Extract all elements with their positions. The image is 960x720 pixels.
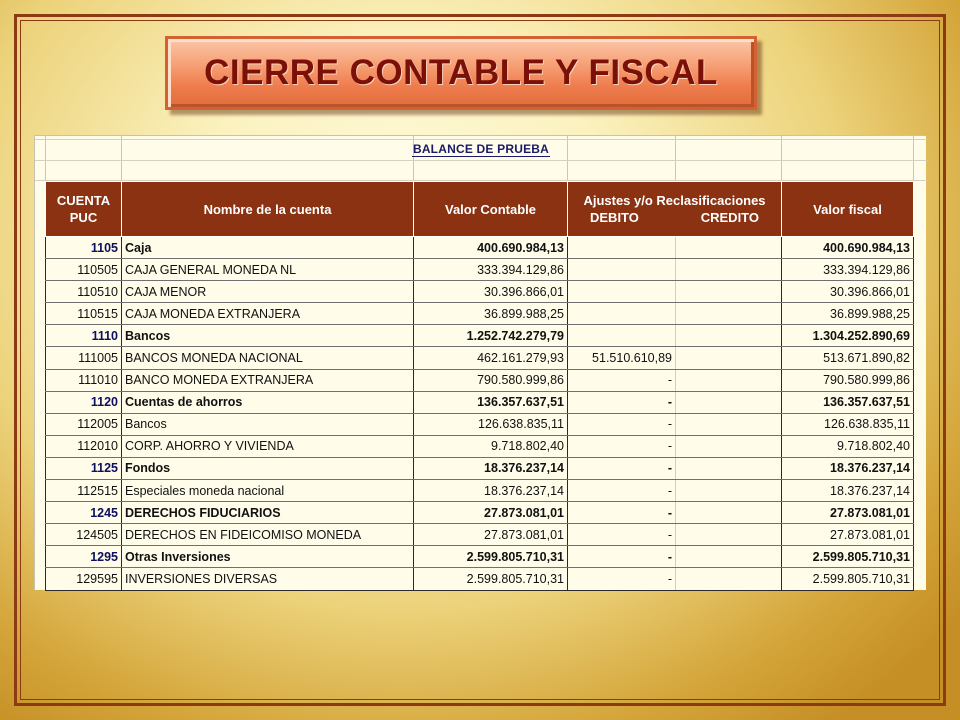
table-row [46,281,914,303]
account-name: CORP. AHORRO Y VIVIENDA [122,435,414,457]
valor-contable-cell: 1.252.742.279,79 [414,325,568,347]
account-code: 112005 [46,413,122,435]
valor-contable-cell: 18.376.237,14 [414,480,568,502]
valor-fiscal-cell: 18.376.237,14 [782,457,914,479]
credito-cell [676,303,782,325]
table-row [46,259,914,281]
account-name: Fondos [122,457,414,479]
account-code: 124505 [46,524,122,546]
valor-fiscal-cell: 790.580.999,86 [782,369,914,391]
table-row [46,413,914,435]
valor-fiscal-cell: 1.304.252.890,69 [782,325,914,347]
valor-contable-cell: 462.161.279,93 [414,347,568,369]
debito-cell [568,281,676,303]
table-row [46,369,914,391]
valor-contable-cell: 27.873.081,01 [414,502,568,524]
valor-contable-cell: 30.396.866,01 [414,281,568,303]
debito-cell: - [568,480,676,502]
debito-cell: - [568,502,676,524]
valor-contable-cell: 27.873.081,01 [414,524,568,546]
credito-cell [676,524,782,546]
debito-cell [568,303,676,325]
table-row [46,435,914,457]
credito-cell [676,391,782,413]
credito-cell [676,237,782,259]
account-code: 1125 [46,457,122,479]
account-name: Otras Inversiones [122,546,414,568]
credito-cell [676,546,782,568]
debito-cell: - [568,391,676,413]
debito-cell: 51.510.610,89 [568,347,676,369]
account-code: 112010 [46,435,122,457]
table-row [46,568,914,590]
credito-cell [676,502,782,524]
account-code: 112515 [46,480,122,502]
header-cuenta-line1: CUENTA [56,193,111,208]
account-name: DERECHOS EN FIDEICOMISO MONEDA [122,524,414,546]
valor-contable-cell: 2.599.805.710,31 [414,546,568,568]
valor-contable-cell: 333.394.129,86 [414,259,568,281]
table-row [46,303,914,325]
table-row [46,480,914,502]
valor-fiscal-cell: 27.873.081,01 [782,502,914,524]
valor-fiscal-cell: 126.638.835,11 [782,413,914,435]
valor-contable-cell: 126.638.835,11 [414,413,568,435]
table-row [46,546,914,568]
valor-contable-cell: 36.899.988,25 [414,303,568,325]
balance-title-text: BALANCE DE PRUEBA [412,142,550,156]
debito-cell: - [568,369,676,391]
account-code: 1295 [46,546,122,568]
account-code: 1105 [46,237,122,259]
account-name: Bancos [122,325,414,347]
valor-fiscal-cell: 2.599.805.710,31 [782,546,914,568]
valor-fiscal-cell: 9.718.802,40 [782,435,914,457]
balance-title [35,142,927,156]
valor-contable-cell: 790.580.999,86 [414,369,568,391]
credito-cell [676,281,782,303]
account-name: CAJA GENERAL MONEDA NL [122,259,414,281]
balance-table [45,181,914,591]
valor-fiscal-cell: 27.873.081,01 [782,524,914,546]
debito-cell [568,237,676,259]
valor-fiscal-cell: 30.396.866,01 [782,281,914,303]
debito-cell [568,325,676,347]
header-nombre: Nombre de la cuenta [122,182,414,237]
slide-title-box [165,36,757,110]
debito-cell: - [568,457,676,479]
header-cuenta-line2: PUC [69,210,98,225]
table-row [46,524,914,546]
account-code: 1110 [46,325,122,347]
debito-cell: - [568,568,676,590]
account-code: 111005 [46,347,122,369]
valor-fiscal-cell: 18.376.237,14 [782,480,914,502]
credito-cell [676,457,782,479]
valor-contable-cell: 9.718.802,40 [414,435,568,457]
header-credito: CREDITO [700,210,759,225]
account-name: DERECHOS FIDUCIARIOS [122,502,414,524]
debito-cell: - [568,524,676,546]
credito-cell [676,435,782,457]
account-name: BANCOS MONEDA NACIONAL [122,347,414,369]
account-code: 110510 [46,281,122,303]
grid-line [35,139,927,140]
account-name: Caja [122,237,414,259]
valor-contable-cell: 136.357.637,51 [414,391,568,413]
valor-fiscal-cell: 136.357.637,51 [782,391,914,413]
account-name: Cuentas de ahorros [122,391,414,413]
table-row [46,391,914,413]
header-debito: DEBITO [590,210,639,225]
valor-fiscal-cell: 400.690.984,13 [782,237,914,259]
valor-fiscal-cell: 333.394.129,86 [782,259,914,281]
valor-contable-cell: 400.690.984,13 [414,237,568,259]
credito-cell [676,347,782,369]
account-name: Especiales moneda nacional [122,480,414,502]
debito-cell: - [568,413,676,435]
debito-cell [568,259,676,281]
account-name: INVERSIONES DIVERSAS [122,568,414,590]
grid-line [35,160,927,161]
credito-cell [676,480,782,502]
credito-cell [676,568,782,590]
debito-cell: - [568,435,676,457]
credito-cell [676,259,782,281]
credito-cell [676,369,782,391]
header-cuenta [46,182,122,237]
table-header-row [46,182,914,237]
account-name: CAJA MONEDA EXTRANJERA [122,303,414,325]
account-code: 110505 [46,259,122,281]
valor-contable-cell: 18.376.237,14 [414,457,568,479]
header-valor-fiscal: Valor fiscal [782,182,914,237]
valor-fiscal-cell: 2.599.805.710,31 [782,568,914,590]
account-code: 1245 [46,502,122,524]
account-name: BANCO MONEDA EXTRANJERA [122,369,414,391]
account-code: 129595 [46,568,122,590]
credito-cell [676,325,782,347]
valor-contable-cell: 2.599.805.710,31 [414,568,568,590]
table-row [46,502,914,524]
header-ajustes-title: Ajustes y/o Reclasificaciones [583,193,766,208]
valor-fiscal-cell: 36.899.988,25 [782,303,914,325]
credito-cell [676,413,782,435]
slide-title: CIERRE CONTABLE Y FISCAL [204,53,718,92]
header-valor-contable: Valor Contable [414,182,568,237]
account-code: 111010 [46,369,122,391]
valor-fiscal-cell: 513.671.890,82 [782,347,914,369]
account-name: CAJA MENOR [122,281,414,303]
table-row [46,347,914,369]
debito-cell: - [568,546,676,568]
account-name: Bancos [122,413,414,435]
table-row [46,457,914,479]
account-code: 110515 [46,303,122,325]
spreadsheet-area [34,135,926,590]
account-code: 1120 [46,391,122,413]
header-ajustes [568,182,782,237]
table-row [46,325,914,347]
table-row [46,237,914,259]
